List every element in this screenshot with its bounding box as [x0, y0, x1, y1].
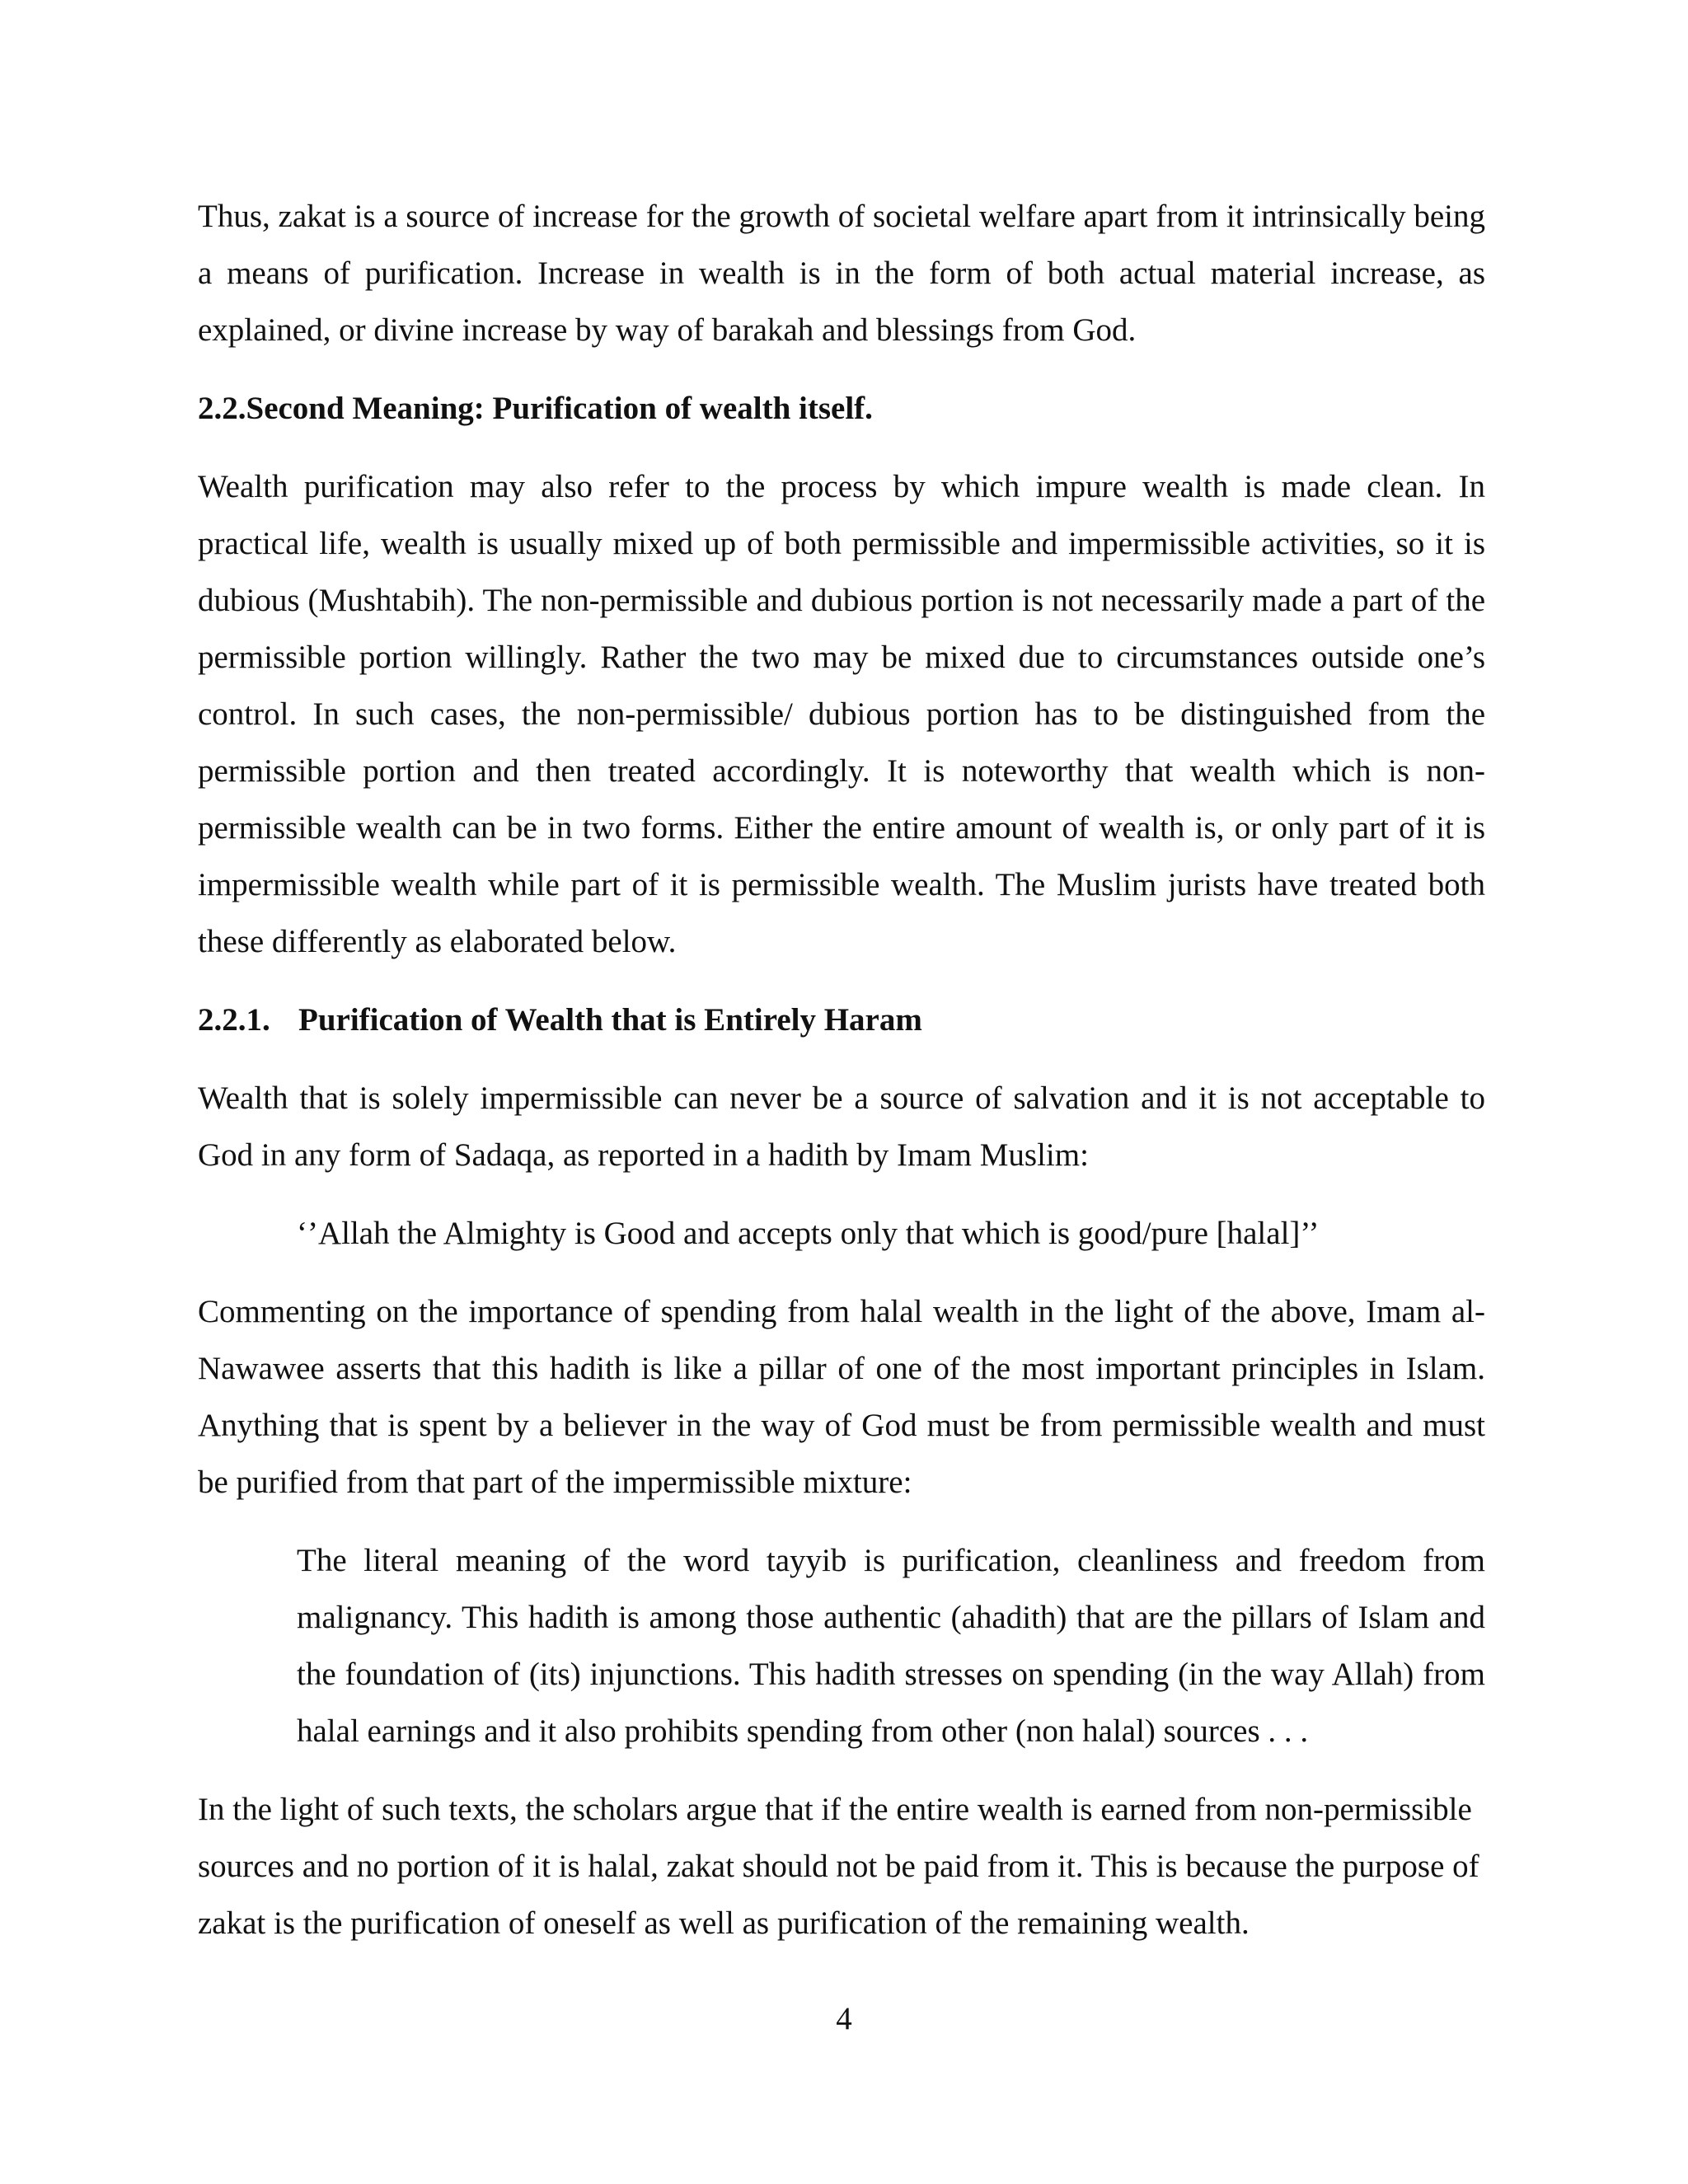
- section-title: Purification of Wealth that is Entirely Haram: [298, 1002, 922, 1038]
- paragraph-zakat-increase: Thus, zakat is a source of increase for the growth of societal welfare apart from it intrinsically being a means of purification. Increase in wealth is in the form of both actual material increase, as explained, or divine increase by way of barakah and blessings from God.: [198, 199, 1485, 348]
- paragraph-scholars-argue: In the light of such texts, the scholars argue that if the entire wealth is earned from non-permissible sources and no portion of it is halal, zakat should not be paid from it. This is because the purpose of zakat is the purification of oneself as well as purification of the remaining wealth.: [198, 1792, 1479, 1941]
- section-number: 2.2.1.: [198, 1002, 270, 1038]
- hadith-quote: ‘’Allah the Almighty is Good and accepts only that which is good/pure [halal]’’: [297, 1216, 1320, 1251]
- section-heading-2-2-1: [198, 991, 1485, 1048]
- paragraph-nawawee-commentary: Commenting on the importance of spending from halal wealth in the light of the above, Imam al-Nawawee asserts that this hadith is like a pillar of one of the most important principles in Islam. Anything that is spent by a believer in the way of God must be from permissible wealth and must be purified from that part of the impermissible mixture:: [198, 1294, 1485, 1500]
- block-quotation-tayyib: The literal meaning of the word tayyib is purification, cleanliness and freedom from malignancy. This hadith is among those authentic (ahadith) that are the pillars of Islam and the foundation of (its) injunctions. This hadith stresses on spending (in the way Allah) from halal earnings and it also prohibits spending from other (non halal) sources . . .: [297, 1543, 1485, 1749]
- document-body: [198, 188, 1485, 1952]
- page-number: 4: [836, 2001, 852, 2036]
- paragraph-solely-impermissible: Wealth that is solely impermissible can never be a source of salvation and it is not acceptable to God in any form of Sadaqa, as reported in a hadith by Imam Muslim:: [198, 1080, 1485, 1173]
- section-heading-2-2: 2.2.Second Meaning: Purification of wealth itself.: [198, 391, 873, 426]
- paragraph-wealth-purification: Wealth purification may also refer to the process by which impure wealth is made clean. In practical life, wealth is usually mixed up of both permissible and impermissible activities, so it is dubious (Mushtabih). The non-permissible and dubious portion is not necessarily made a part of the permissible portion willingly. Rather the two may be mixed due to circumstances outside one’s control. In such cases, the non-permissible/ dubious portion has to be distinguished from the permissible portion and then treated accordingly. It is noteworthy that wealth which is non-permissible wealth can be in two forms. Either the entire amount of wealth is, or only part of it is impermissible wealth while part of it is permissible wealth. The Muslim jurists have treated both these differently as elaborated below.: [198, 469, 1485, 959]
